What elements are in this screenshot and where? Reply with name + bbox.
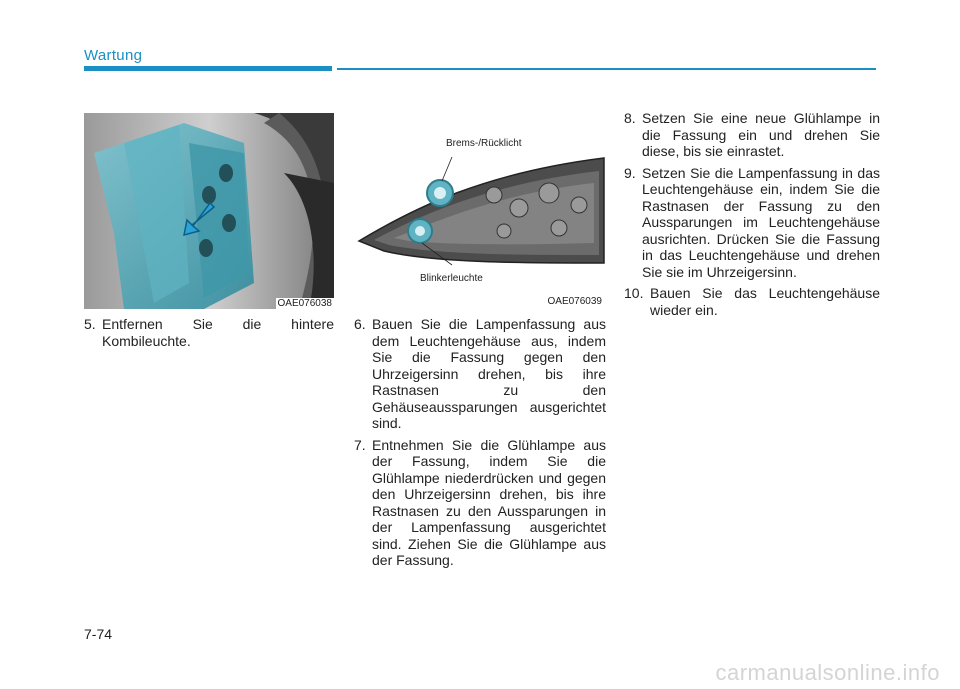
label-turn-signal: Blinkerleuchte: [420, 273, 483, 284]
step-text: Entfernen Sie die hintere Kombileuchte.: [102, 316, 334, 349]
column-2: [354, 316, 606, 574]
watermark: carmanualsonline.info: [715, 660, 940, 685]
figure-rear-lamp-removal: [84, 113, 334, 309]
figure-lamp-assembly: [354, 113, 606, 309]
list-item: [354, 316, 606, 432]
list-item: [624, 165, 880, 281]
list-item: [624, 285, 880, 318]
step-text: Bauen Sie das Leuchtengehäuse wieder ein.: [650, 285, 880, 318]
step-number: 9.: [624, 164, 636, 181]
list-item: [84, 316, 334, 349]
rear-lamp-removal-illustration: [84, 113, 334, 309]
column-3: [624, 110, 880, 323]
section-title: Wartung: [84, 47, 143, 64]
list-item: [624, 110, 880, 160]
header-rule-thin: [337, 68, 876, 70]
step-text: Setzen Sie die Lampenfassung in das Leuchtengehäuse ein, indem Sie die Rastnasen der Fassung zu den Aussparungen im Leuchtengehäuse ausrichten. Drücken Sie die Fassung in das Leuchtengehäuse und drehen Sie sie im Uhrzeigersinn.: [642, 164, 880, 280]
step-number: 7.: [354, 436, 366, 453]
column-1: [84, 316, 334, 354]
page-number: 7-74: [84, 626, 113, 642]
step-number: 10.: [624, 285, 644, 301]
step-text: Setzen Sie eine neue Glühlampe in die Fassung ein und drehen Sie diese, bis sie einrastet.: [642, 110, 880, 159]
step-number: 6.: [354, 316, 366, 332]
label-brake-tail-light: Brems-/Rücklicht: [446, 138, 522, 149]
step-text: Entnehmen Sie die Glühlampe aus der Fassung, indem Sie die Glühlampe niederdrücken und gegen den Uhrzeigersinn drehen, bis ihre Rastnasen zu den Aussparungen in der Lampenfassung ausgerichtet sind. Ziehen Sie die Glühlampe aus der Fassung.: [372, 436, 606, 568]
figure-code: OAE076039: [547, 296, 602, 307]
figure-code: OAE076038: [277, 298, 332, 309]
step-text: Bauen Sie die Lampenfassung aus dem Leuchtengehäuse aus, indem Sie die Fassung gegen den Uhrzeigersinn drehen, bis ihre Rastnasen zu den Gehäuseaussparungen ausgerichtet sind.: [372, 316, 606, 431]
list-item: [354, 437, 606, 569]
header-rule-thick: [84, 66, 332, 71]
step-number: 8.: [624, 110, 636, 126]
step-number: 5.: [84, 316, 96, 332]
